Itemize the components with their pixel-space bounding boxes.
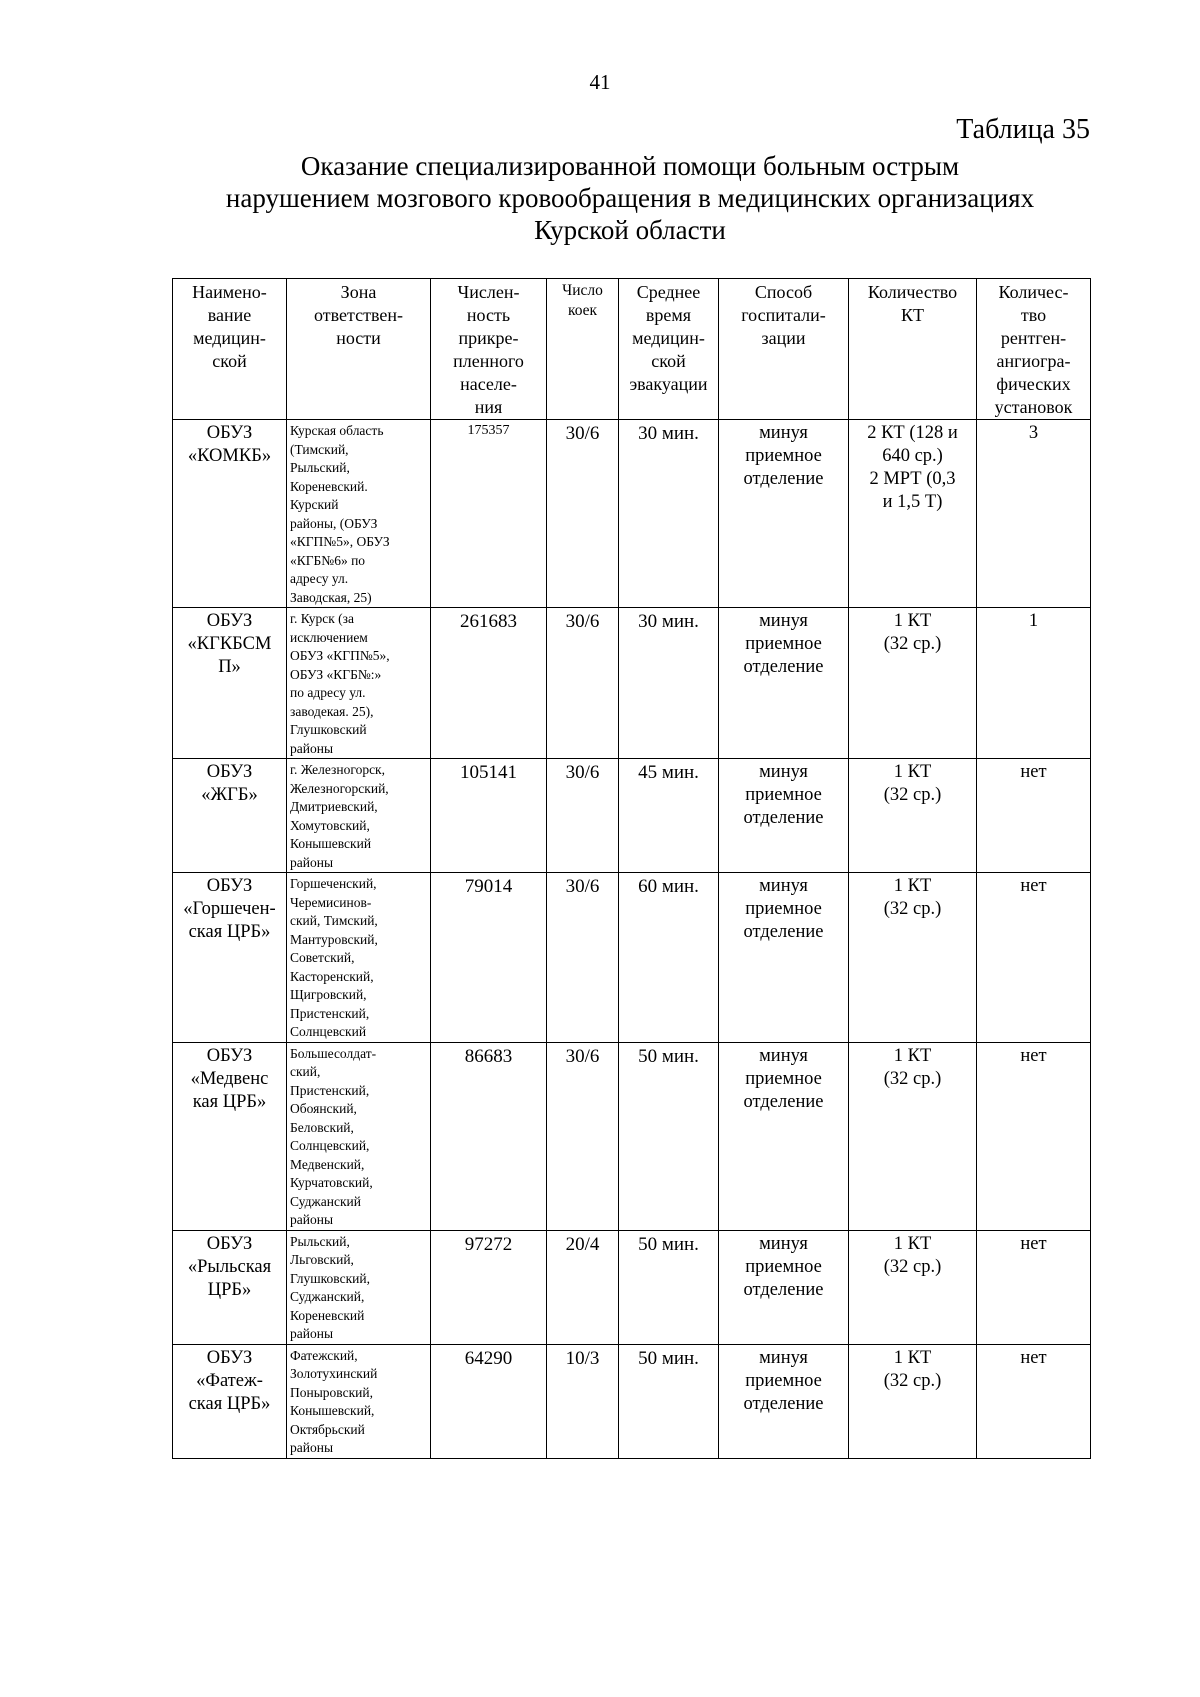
method-cell-line: отделение	[743, 922, 824, 942]
title-line: Оказание специализированной помощи больным острым	[300, 151, 960, 181]
zone-cell-line: Суджанский,	[290, 1289, 365, 1304]
method-cell-line: отделение	[743, 469, 824, 489]
ct-cell-line: 1 КТ	[893, 611, 932, 631]
org-name-cell-line: ОБУЗ	[206, 611, 253, 631]
org-name-cell-line: ОБУЗ	[206, 1045, 253, 1066]
org-name-cell-line: «Рыльская	[187, 1256, 272, 1277]
zone-cell-line: районы	[290, 1326, 334, 1341]
care-table	[172, 278, 1091, 1459]
header-line: ответствен-	[314, 305, 403, 325]
ct-cell	[849, 873, 977, 1043]
table-row	[173, 759, 1091, 873]
method-cell-line: приемное	[745, 1256, 822, 1277]
method-cell-line: минуя	[759, 1347, 808, 1368]
zone-cell-line: районы	[290, 854, 334, 870]
method-cell-line: приемное	[745, 446, 822, 466]
header-line: Способ	[754, 282, 813, 302]
method-cell-line: приемное	[745, 1068, 822, 1089]
angio-cell: нет	[977, 1042, 1091, 1230]
ct-cell-line: (32 ср.)	[883, 899, 942, 919]
zone-cell	[287, 1344, 431, 1458]
ct-cell-line: 1 КТ	[893, 1233, 932, 1254]
method-cell-line: отделение	[743, 1393, 824, 1414]
header-line: ангиогра-	[996, 351, 1071, 371]
org-name-cell	[173, 1042, 287, 1230]
header-line: Количес-	[998, 282, 1069, 302]
zone-cell-line: Фатежский,	[290, 1347, 358, 1363]
zone-cell-line: (Тимский,	[290, 441, 349, 457]
method-cell-line: приемное	[745, 1370, 822, 1391]
title-line: нарушением мозгового кровообращения в медицинских организациях	[225, 183, 1035, 213]
zone-cell-line: Кореневский	[290, 1307, 365, 1323]
ct-cell	[849, 1230, 977, 1344]
ct-cell-line: (32 ср.)	[883, 785, 942, 805]
ct-cell-line: (32 ср.)	[883, 1068, 942, 1089]
header-ct	[849, 279, 977, 420]
zone-cell-line: «КГБ№6» по	[290, 552, 366, 568]
zone-cell-line: ский,	[290, 1064, 321, 1079]
ct-cell-line: 2 МРТ (0,3	[869, 469, 956, 489]
zone-cell	[287, 608, 431, 759]
header-line: Наимено-	[192, 282, 267, 302]
table-label: Таблица 35	[956, 114, 1090, 145]
header-line: КТ	[900, 305, 924, 325]
org-name-cell-line: «ЖГБ»	[201, 785, 258, 805]
header-line: рентген-	[1000, 328, 1067, 348]
evac-time-cell: 45 мин.	[619, 759, 719, 873]
org-name-cell-line: ОБУЗ	[206, 1233, 253, 1254]
method-cell-line: минуя	[759, 1045, 808, 1066]
beds-cell: 30/6	[547, 759, 619, 873]
org-name-cell-line: ЦРБ»	[207, 1279, 252, 1300]
zone-cell-line: Солнцевский,	[290, 1138, 370, 1153]
angio-cell: нет	[977, 1344, 1091, 1458]
zone-cell-line: Беловский,	[290, 1119, 354, 1135]
method-cell-line: отделение	[743, 808, 824, 828]
evac-time-cell: 30 мин.	[619, 420, 719, 608]
org-name-cell-line: П»	[218, 657, 241, 677]
method-cell	[719, 759, 849, 873]
header-line: тво	[1020, 305, 1047, 325]
ct-cell	[849, 1344, 977, 1458]
zone-cell-line: Щигровский,	[290, 987, 367, 1002]
header-method	[719, 279, 849, 420]
population-cell: 105141	[431, 759, 547, 873]
method-cell-line: минуя	[759, 611, 808, 631]
header-angio	[977, 279, 1091, 420]
population-cell: 86683	[431, 1042, 547, 1230]
org-name-cell	[173, 873, 287, 1043]
zone-cell-line: ский, Тимский,	[290, 913, 378, 928]
method-cell-line: минуя	[759, 423, 808, 443]
org-name-cell-line: ОБУЗ	[206, 762, 253, 782]
method-cell-line: отделение	[743, 657, 824, 677]
zone-cell-line: Суджанский	[290, 1193, 361, 1209]
page-number: 41	[589, 70, 611, 94]
ct-cell-line: (32 ср.)	[883, 634, 942, 654]
zone-cell	[287, 1230, 431, 1344]
ct-cell	[849, 759, 977, 873]
zone-cell-line: исключением	[290, 629, 368, 645]
table-row	[173, 1042, 1091, 1230]
header-zone	[287, 279, 431, 420]
zone-cell-line: Черемисинов-	[290, 894, 372, 910]
evac-time-cell: 50 мин.	[619, 1230, 719, 1344]
beds-cell: 30/6	[547, 873, 619, 1043]
header-line: населе-	[460, 374, 517, 394]
header-line: Число	[562, 282, 603, 299]
ct-cell-line: 1 КТ	[893, 1347, 932, 1368]
zone-cell-line: Золотухинский	[290, 1366, 378, 1381]
zone-cell-line: районы	[290, 1212, 334, 1227]
table-row	[173, 873, 1091, 1043]
header-line: эвакуации	[629, 374, 708, 394]
ct-cell-line: (32 ср.)	[883, 1256, 942, 1277]
population-cell: 97272	[431, 1230, 547, 1344]
ct-cell-line: и 1,5 Т)	[882, 492, 943, 512]
header-line: ность	[466, 305, 511, 325]
method-cell-line: минуя	[759, 1233, 808, 1254]
zone-cell-line: г. Курск (за	[290, 611, 354, 626]
zone-cell-line: Большесолдат-	[290, 1045, 377, 1061]
header-line: медицин-	[193, 328, 266, 348]
ct-cell	[849, 420, 977, 608]
zone-cell-line: Курчатовский,	[290, 1175, 373, 1190]
ct-cell-line: (32 ср.)	[883, 1370, 942, 1391]
table-row	[173, 1344, 1091, 1458]
ct-cell-line: 2 КТ (128 и	[867, 423, 958, 443]
org-name-cell-line: «Горшечен-	[183, 899, 276, 919]
zone-cell-line: Советский,	[290, 950, 355, 965]
org-name-cell-line: кая ЦРБ»	[192, 1091, 267, 1112]
zone-cell-line: Октябрьский	[290, 1421, 365, 1437]
ct-cell	[849, 1042, 977, 1230]
header-line: Среднее	[636, 282, 701, 302]
zone-cell-line: Пристенский,	[290, 1005, 370, 1021]
header-line: госпитали-	[741, 305, 826, 325]
org-name-cell	[173, 1344, 287, 1458]
beds-cell: 30/6	[547, 608, 619, 759]
ct-cell-line: 640 ср.)	[882, 446, 943, 466]
org-name-cell-line: ОБУЗ	[206, 876, 253, 896]
header-line: зации	[761, 328, 806, 348]
org-name-cell	[173, 1230, 287, 1344]
org-name-cell-line: ОБУЗ	[206, 423, 253, 443]
table-row	[173, 608, 1091, 759]
header-row	[173, 279, 1091, 420]
zone-cell-line: адресу ул.	[290, 571, 349, 586]
org-name-cell	[173, 608, 287, 759]
zone-cell-line: Рыльский,	[290, 1233, 350, 1249]
zone-cell-line: Рыльский,	[290, 460, 350, 475]
header-line: Числен-	[457, 282, 520, 302]
population-cell: 175357	[431, 420, 547, 608]
zone-cell-line: ОБУЗ «КГП№5»,	[290, 648, 390, 663]
zone-cell-line: Медвенский,	[290, 1156, 365, 1172]
method-cell	[719, 1344, 849, 1458]
table-row	[173, 1230, 1091, 1344]
angio-cell: 1	[977, 608, 1091, 759]
header-line: прикре-	[458, 328, 519, 348]
evac-time-cell: 50 мин.	[619, 1042, 719, 1230]
method-cell	[719, 873, 849, 1043]
zone-cell-line: Кореневский.	[290, 478, 368, 494]
zone-cell	[287, 420, 431, 608]
method-cell	[719, 608, 849, 759]
population-cell: 64290	[431, 1344, 547, 1458]
method-cell-line: приемное	[745, 785, 822, 805]
org-name-cell-line: ская ЦРБ»	[188, 922, 271, 942]
zone-cell-line: Мантуровский,	[290, 931, 378, 947]
method-cell	[719, 1042, 849, 1230]
zone-cell	[287, 873, 431, 1043]
ct-cell-line: 1 КТ	[893, 1045, 932, 1066]
zone-cell	[287, 759, 431, 873]
zone-cell-line: по адресу ул.	[290, 685, 366, 700]
org-name-cell-line: «КОМКБ»	[187, 446, 272, 466]
table-body	[173, 420, 1091, 1459]
zone-cell-line: Курский	[290, 497, 339, 512]
header-line: Количество	[867, 282, 958, 302]
header-line: вание	[207, 305, 252, 325]
beds-cell: 10/3	[547, 1344, 619, 1458]
zone-cell-line: Курская область	[290, 423, 384, 438]
header-line: ния	[474, 397, 503, 417]
header-line: ской	[212, 351, 247, 371]
zone-cell-line: Солнцевский	[290, 1024, 367, 1039]
header-line: Зона	[340, 282, 377, 302]
ct-cell	[849, 608, 977, 759]
zone-cell-line: г. Железногорск,	[290, 762, 385, 777]
zone-cell-line: Льговский,	[290, 1252, 354, 1267]
zone-cell-line: Касторенский,	[290, 968, 374, 984]
header-line: фических	[996, 374, 1071, 394]
zone-cell-line: Глушковский,	[290, 1270, 370, 1286]
header-line: установок	[994, 397, 1073, 417]
zone-cell-line: Горшеченский,	[290, 876, 377, 891]
org-name-cell-line: ОБУЗ	[206, 1347, 253, 1368]
method-cell-line: минуя	[759, 762, 808, 782]
beds-cell: 30/6	[547, 420, 619, 608]
zone-cell-line: заводекая. 25),	[290, 703, 374, 719]
beds-cell: 30/6	[547, 1042, 619, 1230]
zone-cell-line: Поныровский,	[290, 1384, 373, 1400]
org-name-cell-line: «КГКБСМ	[187, 634, 272, 654]
zone-cell	[287, 1042, 431, 1230]
header-line: медицин-	[632, 328, 705, 348]
method-cell-line: приемное	[745, 634, 822, 654]
zone-cell-line: Конышевский,	[290, 1403, 375, 1418]
org-name-cell-line: ская ЦРБ»	[188, 1393, 271, 1414]
header-population	[431, 279, 547, 420]
header-line: время	[645, 305, 692, 325]
zone-cell-line: районы, (ОБУЗ	[290, 515, 378, 531]
header-line: коек	[567, 302, 598, 319]
zone-cell-line: районы	[290, 1440, 334, 1455]
header-line: ской	[651, 351, 686, 371]
org-name-cell	[173, 420, 287, 608]
population-cell: 79014	[431, 873, 547, 1043]
header-evac-time	[619, 279, 719, 420]
org-name-cell-line: «Медвенс	[190, 1068, 269, 1089]
angio-cell: нет	[977, 1230, 1091, 1344]
zone-cell-line: Обоянский,	[290, 1101, 357, 1116]
angio-cell: 3	[977, 420, 1091, 608]
method-cell	[719, 1230, 849, 1344]
org-name-cell-line: «Фатеж-	[196, 1370, 263, 1391]
evac-time-cell: 50 мин.	[619, 1344, 719, 1458]
zone-cell-line: ОБУЗ «КГБ№:»	[290, 666, 382, 682]
table-row	[173, 420, 1091, 608]
zone-cell-line: Дмитриевский,	[290, 799, 378, 814]
angio-cell: нет	[977, 759, 1091, 873]
zone-cell-line: Заводская, 25)	[290, 589, 372, 605]
zone-cell-line: районы	[290, 740, 334, 756]
method-cell	[719, 420, 849, 608]
method-cell-line: отделение	[743, 1091, 824, 1112]
evac-time-cell: 60 мин.	[619, 873, 719, 1043]
header-beds	[547, 279, 619, 420]
ct-cell-line: 1 КТ	[893, 762, 932, 782]
beds-cell: 20/4	[547, 1230, 619, 1344]
zone-cell-line: Хомутовский,	[290, 817, 370, 833]
header-line: ности	[336, 328, 381, 348]
evac-time-cell: 30 мин.	[619, 608, 719, 759]
method-cell-line: минуя	[759, 876, 808, 896]
population-cell: 261683	[431, 608, 547, 759]
table-title	[160, 150, 1100, 246]
zone-cell-line: Пристенский,	[290, 1082, 370, 1098]
zone-cell-line: «КГП№5», ОБУЗ	[290, 534, 390, 549]
zone-cell-line: Железногорский,	[290, 780, 389, 796]
method-cell-line: приемное	[745, 899, 822, 919]
zone-cell-line: Глушковский	[290, 722, 367, 737]
header-name	[173, 279, 287, 420]
ct-cell-line: 1 КТ	[893, 876, 932, 896]
title-line: Курской области	[534, 215, 726, 245]
method-cell-line: отделение	[743, 1279, 824, 1300]
angio-cell: нет	[977, 873, 1091, 1043]
zone-cell-line: Конышевский	[290, 836, 372, 851]
org-name-cell	[173, 759, 287, 873]
header-line: пленного	[453, 351, 524, 371]
